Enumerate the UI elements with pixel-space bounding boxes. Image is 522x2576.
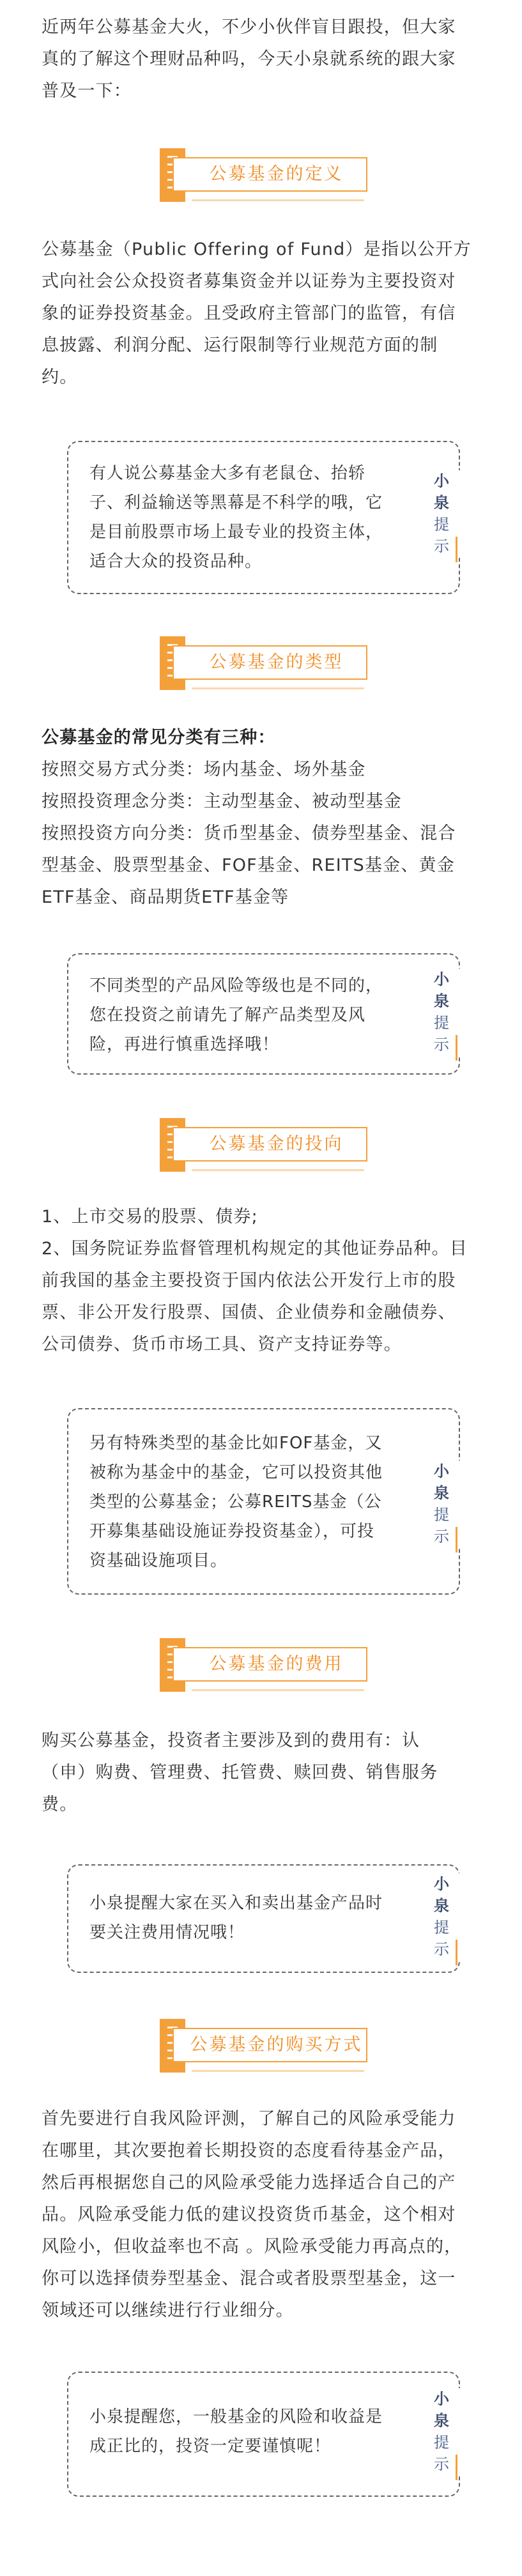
tip-text xyxy=(89,1889,428,1947)
tip-mark-char: 小 xyxy=(434,970,449,988)
section-title: 公募基金的购买方式 xyxy=(190,2035,363,2055)
heading-underline xyxy=(192,1169,364,1171)
tip-line: 开募集基础设施证券投资基金），可投 xyxy=(89,1522,375,1541)
body-line: 你可以选择债券型基金、混合或者股票型基金，这一 xyxy=(42,2269,456,2288)
body-line: 在哪里，其次要抱着长期投资的态度看待基金产品， xyxy=(42,2141,456,2161)
tip-line: 资基础设施项目。 xyxy=(89,1551,228,1570)
tip-mark-char: 提 xyxy=(434,2434,449,2451)
tip-line: 成正比的，投资一定要谨慎呢！ xyxy=(89,2437,332,2456)
tip-mark xyxy=(423,1460,460,1547)
body-line: 品。风险承受能力低的建议投资货币基金，这个相对 xyxy=(42,2205,456,2225)
tip-mark-char: 泉 xyxy=(434,494,449,512)
body-line: 票、非公开发行股票、国债、企业债券和金融债券、 xyxy=(42,1303,456,1322)
tip-text xyxy=(89,2402,428,2461)
body-line: ETF基金、商品期货ETF基金等 xyxy=(42,887,289,907)
tip-line: 有人说公募基金大多有老鼠仓、抬轿 xyxy=(89,464,366,483)
tip-box xyxy=(67,441,460,594)
tip-mark-char: 泉 xyxy=(434,992,449,1010)
body-line: 式向社会公众投资者募集资金并以证券为主要投资对 xyxy=(42,272,456,291)
body-line: 购买公募基金，投资者主要涉及到的费用有：认 xyxy=(42,1731,420,1751)
body-line: 风险小，但收益率也不高 。风险承受能力再高点的， xyxy=(42,2237,463,2257)
body-line: 前我国的基金主要投资于国内依法公开发行上市的股 xyxy=(42,1271,456,1291)
tip-mark xyxy=(423,2388,460,2475)
tip-line: 小泉提醒大家在买入和卖出基金产品时 xyxy=(89,1894,383,1913)
intro-paragraph xyxy=(42,12,482,107)
section-title: 公募基金的定义 xyxy=(209,164,344,184)
tip-box xyxy=(67,953,460,1075)
tip-mark-char: 小 xyxy=(434,2390,449,2408)
tip-mark xyxy=(423,969,460,1055)
tip-line: 另有特殊类型的基金比如FOF基金，又 xyxy=(89,1434,383,1453)
body-line: 型基金、股票型基金、FOF基金、REITS基金、黄金 xyxy=(42,855,455,875)
fees-paragraph xyxy=(42,1725,482,1821)
tip-text xyxy=(89,1429,428,1575)
tip-mark xyxy=(423,470,460,557)
tip-line: 类型的公募基金；公募REITS基金（公 xyxy=(89,1492,382,1512)
tip-mark-char: 示 xyxy=(434,1528,449,1545)
tip-mark xyxy=(423,1873,460,1960)
body-line: 约。 xyxy=(42,367,78,387)
body-line: 然后再根据您自己的风险承受能力选择适合自己的产 xyxy=(42,2173,456,2193)
body-line: 首先要进行自我风险评测，了解自己的风险承受能力 xyxy=(42,2109,456,2129)
tip-mark-char: 示 xyxy=(434,2455,449,2473)
heading-underline xyxy=(192,687,364,689)
types-paragraph xyxy=(42,722,482,914)
tip-mark-char: 提 xyxy=(434,1014,449,1032)
body-line: 1、上市交易的股票、债券; xyxy=(42,1207,258,1227)
tip-mark-char: 示 xyxy=(434,1940,449,1958)
tip-line: 您在投资之前请先了解产品类型及风 xyxy=(89,1006,366,1025)
intro-line: 近两年公募基金大火，不少小伙伴盲目跟投，但大家 xyxy=(42,17,456,37)
tip-mark-char: 泉 xyxy=(434,1484,449,1502)
pencil-icon xyxy=(456,1035,457,1061)
tip-line: 小泉提醒您，一般基金的风险和收益是 xyxy=(89,2407,383,2426)
tip-mark-char: 提 xyxy=(434,1919,449,1936)
section-title: 公募基金的费用 xyxy=(209,1654,344,1674)
tip-mark-char: 泉 xyxy=(434,2412,449,2430)
tip-mark-char: 小 xyxy=(434,1462,449,1480)
pencil-icon xyxy=(456,1527,457,1552)
tip-box xyxy=(67,1408,460,1595)
intro-line: 普及一下： xyxy=(42,81,132,101)
tip-line: 适合大众的投资品种。 xyxy=(89,552,263,571)
purchase-paragraph xyxy=(42,2103,482,2327)
tip-mark-char: 示 xyxy=(434,537,449,555)
tip-mark-char: 示 xyxy=(434,1036,449,1054)
body-line: （申）购费、管理费、托管费、赎回费、销售服务 xyxy=(42,1763,438,1782)
tip-line: 子、利益输送等黑幕是不科学的哦，它 xyxy=(89,493,383,512)
tip-box xyxy=(67,1864,460,1973)
tip-line: 险，再进行慎重选择哦！ xyxy=(89,1035,280,1054)
tip-box xyxy=(67,2372,460,2497)
body-line: 公司债券、货币市场工具、资产支持证券等。 xyxy=(42,1335,402,1354)
body-line: 按照投资方向分类：货币型基金、债券型基金、混合 xyxy=(42,824,456,843)
pencil-icon xyxy=(456,2455,457,2480)
body-line: 象的证券投资基金。且受政府主管部门的监管，有信 xyxy=(42,303,456,323)
tip-line: 不同类型的产品风险等级也是不同的， xyxy=(89,976,383,995)
body-line: 按照交易方式分类：场内基金、场外基金 xyxy=(42,760,366,779)
heading-underline xyxy=(192,2070,364,2072)
tip-text xyxy=(89,971,428,1059)
tip-line: 是目前股票市场上最专业的投资主体， xyxy=(89,523,383,542)
section-heading-purchase xyxy=(0,2016,522,2074)
definition-paragraph xyxy=(42,234,482,394)
section-title: 公募基金的类型 xyxy=(209,652,344,672)
body-line: 领域还可以继续进行行业细分。 xyxy=(42,2301,294,2320)
section-heading-types xyxy=(0,634,522,691)
body-line: 2、国务院证券监督管理机构规定的其他证券品种。目 xyxy=(42,1239,468,1259)
section-heading-definition xyxy=(0,146,522,203)
tip-text xyxy=(89,459,428,576)
section-title: 公募基金的投向 xyxy=(209,1134,344,1154)
heading-underline xyxy=(192,1689,364,1691)
tip-mark-char: 小 xyxy=(434,1875,449,1893)
intro-line: 真的了解这个理财品种吗，今天小泉就系统的跟大家 xyxy=(42,49,456,69)
pencil-icon xyxy=(456,537,457,562)
tip-mark-char: 泉 xyxy=(434,1897,449,1915)
tip-mark-char: 小 xyxy=(434,472,449,490)
section-heading-fees xyxy=(0,1636,522,1693)
tip-line: 要关注费用情况哦！ xyxy=(89,1923,245,1942)
tip-mark-char: 提 xyxy=(434,516,449,533)
section-heading-investment xyxy=(0,1116,522,1173)
body-line: 息披露、利润分配、运行限制等行业规范方面的制 xyxy=(42,335,438,355)
pencil-icon xyxy=(456,1940,457,1965)
body-line: 公募基金（Public Offering of Fund）是指以公开方 xyxy=(42,240,472,259)
investment-paragraph xyxy=(42,1201,482,1361)
tip-mark-char: 提 xyxy=(434,1506,449,1524)
body-heading: 公募基金的常见分类有三种： xyxy=(42,728,276,747)
heading-underline xyxy=(192,199,364,201)
body-line: 按照投资理念分类：主动型基金、被动型基金 xyxy=(42,792,402,811)
body-line: 费。 xyxy=(42,1795,78,1814)
tip-line: 被称为基金中的基金，它可以投资其他 xyxy=(89,1463,383,1482)
